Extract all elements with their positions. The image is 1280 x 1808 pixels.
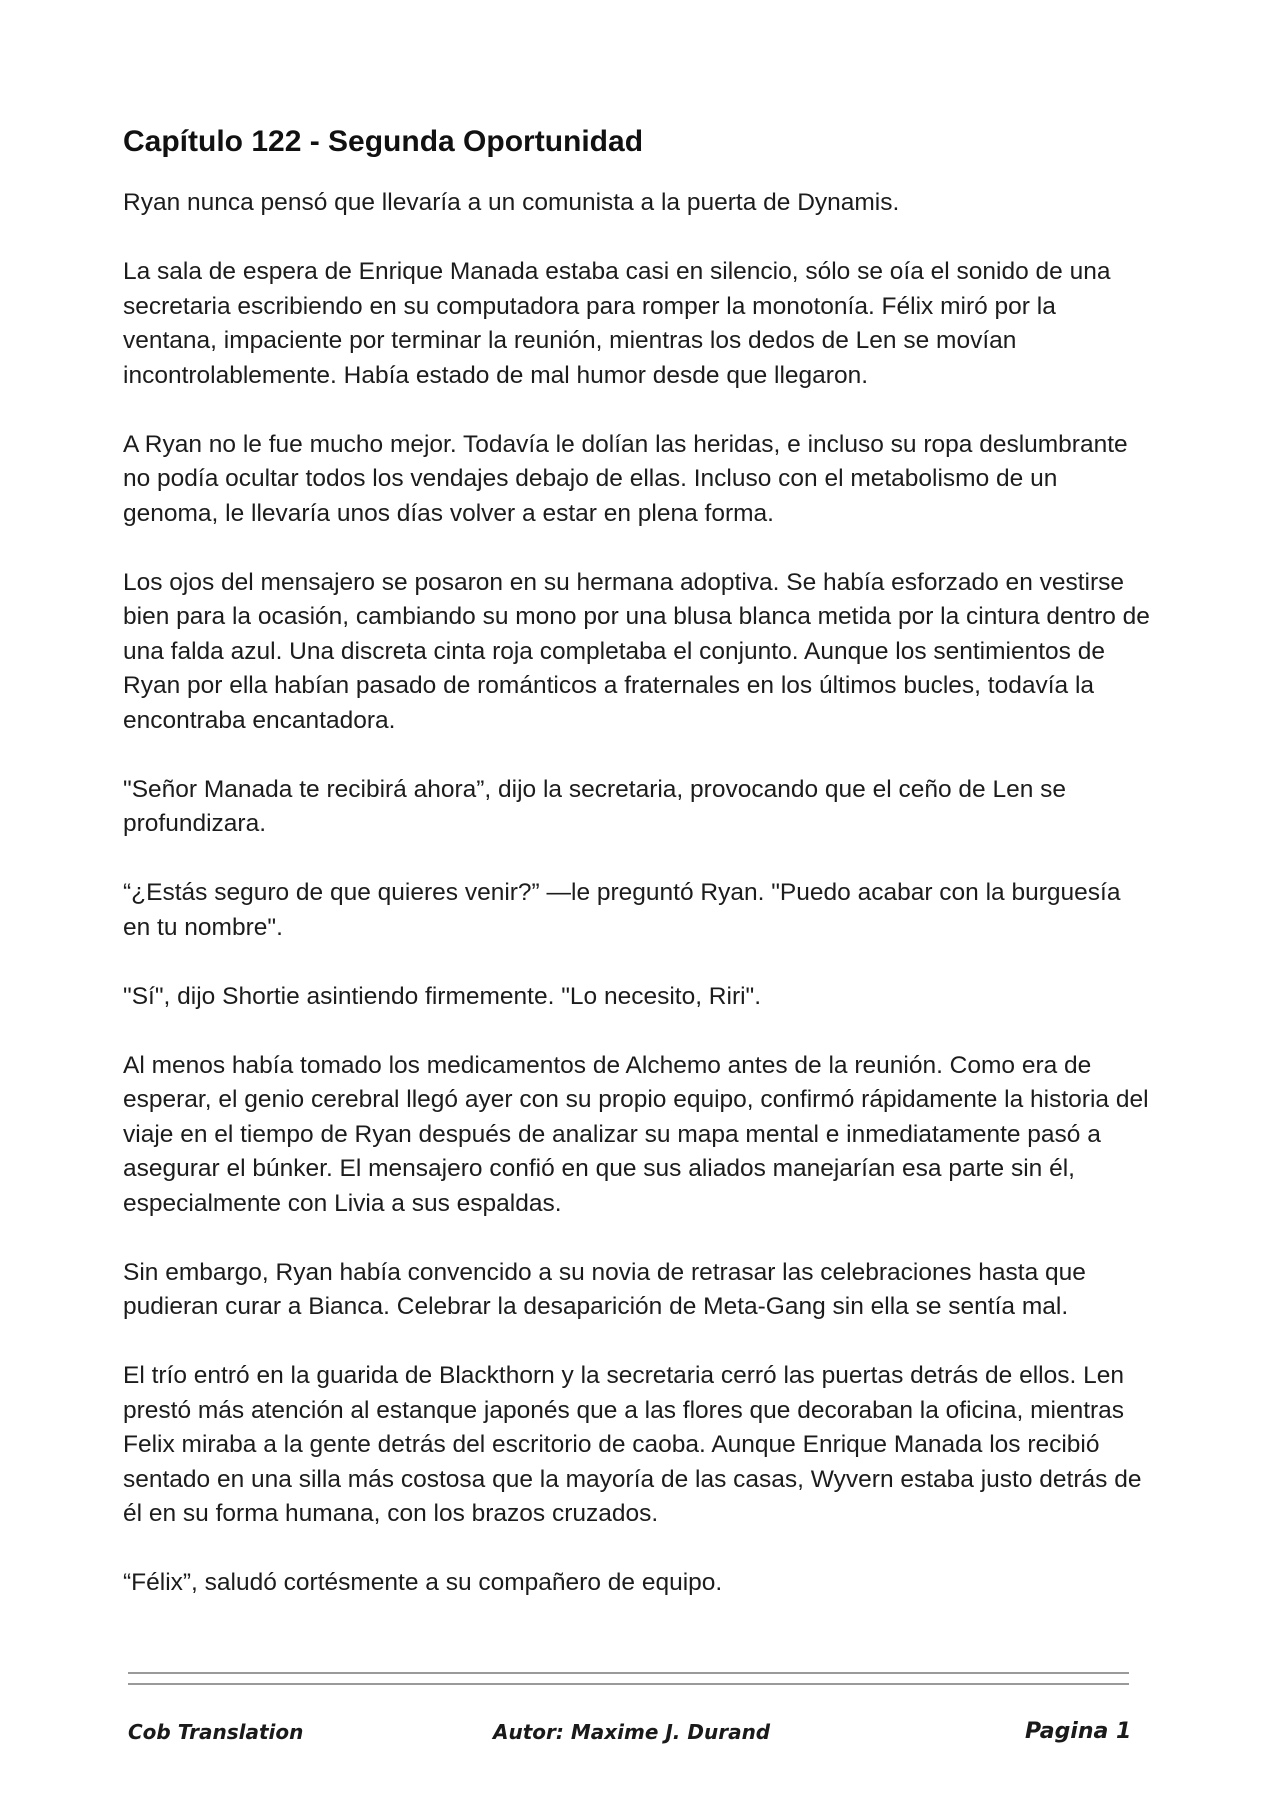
footer-page-number: Pagina 1	[1025, 1719, 1132, 1744]
footer-translator: Cob Translation	[128, 1720, 304, 1744]
paragraph: Al menos había tomado los medicamentos de Alchemo antes de la reunión. Como era de esperar, el genio cerebral llegó ayer con su propio equipo, confirmó rápidamente la historia del viaje en el tiempo de Ryan después de analizar su mapa mental e inmediatamente pasó a asegurar el búnker. El mensajero confió en que sus aliados manejarían esa parte sin él, especialmente con Livia a sus espaldas.	[123, 1051, 1149, 1217]
footer-divider-bottom	[128, 1683, 1129, 1685]
paragraph: "Sí", dijo Shortie asintiendo firmemente. "Lo necesito, Riri".	[123, 982, 762, 1010]
footer-author: Autor: Maxime J. Durand	[493, 1720, 771, 1744]
paragraph: La sala de espera de Enrique Manada estaba casi en silencio, sólo se oía el sonido de una secretaria escribiendo en su computadora para romper la monotonía. Félix miró por la ventana, impaciente por terminar la reunión, mientras los dedos de Len se movían incontrolablemente. Había estado de mal humor desde que llegaron.	[123, 258, 1111, 389]
paragraph: “¿Estás seguro de que quieres venir?” —le preguntó Ryan. "Puedo acabar con la burguesía en tu nombre".	[123, 879, 1121, 941]
document-body	[123, 120, 1153, 1635]
paragraph: "Señor Manada te recibirá ahora”, dijo la secretaria, provocando que el ceño de Len se profundizara.	[123, 775, 1066, 837]
paragraph: Sin embargo, Ryan había convencido a su novia de retrasar las celebraciones hasta que pudieran curar a Bianca. Celebrar la desaparición de Meta-Gang sin ella se sentía mal.	[123, 1258, 1086, 1320]
paragraph: “Félix”, saludó cortésmente a su compañero de equipo.	[123, 1569, 723, 1596]
paragraph: Los ojos del mensajero se posaron en su hermana adoptiva. Se había esforzado en vestirse bien para la ocasión, cambiando su mono por una blusa blanca metida por la cintura dentro de una falda azul. Una discreta cinta roja completaba el conjunto. Aunque los sentimientos de Ryan por ella habían pasado de románticos a fraternales en los últimos bucles, todavía la encontraba encantadora.	[123, 568, 1150, 734]
chapter-title: Capítulo 122 - Segunda Oportunidad	[123, 125, 644, 158]
paragraph: A Ryan no le fue mucho mejor. Todavía le dolían las heridas, e incluso su ropa deslumbrante no podía ocultar todos los vendajes debajo de ellas. Incluso con el metabolismo de un genoma, le llevaría unos días volver a estar en plena forma.	[123, 430, 1128, 527]
footer-divider-top	[128, 1672, 1129, 1674]
paragraph: El trío entró en la guarida de Blackthorn y la secretaria cerró las puertas detrás de ellos. Len prestó más atención al estanque japonés que a las flores que decoraban la oficina, mientras Felix miraba a la gente detrás del escritorio de caoba. Aunque Enrique Manada los recibió sentado en una silla más costosa que la mayoría de las casas, Wyvern estaba justo detrás de él en su forma humana, con los brazos cruzados.	[123, 1362, 1142, 1527]
paragraph: Ryan nunca pensó que llevaría a un comunista a la puerta de Dynamis.	[123, 189, 900, 216]
